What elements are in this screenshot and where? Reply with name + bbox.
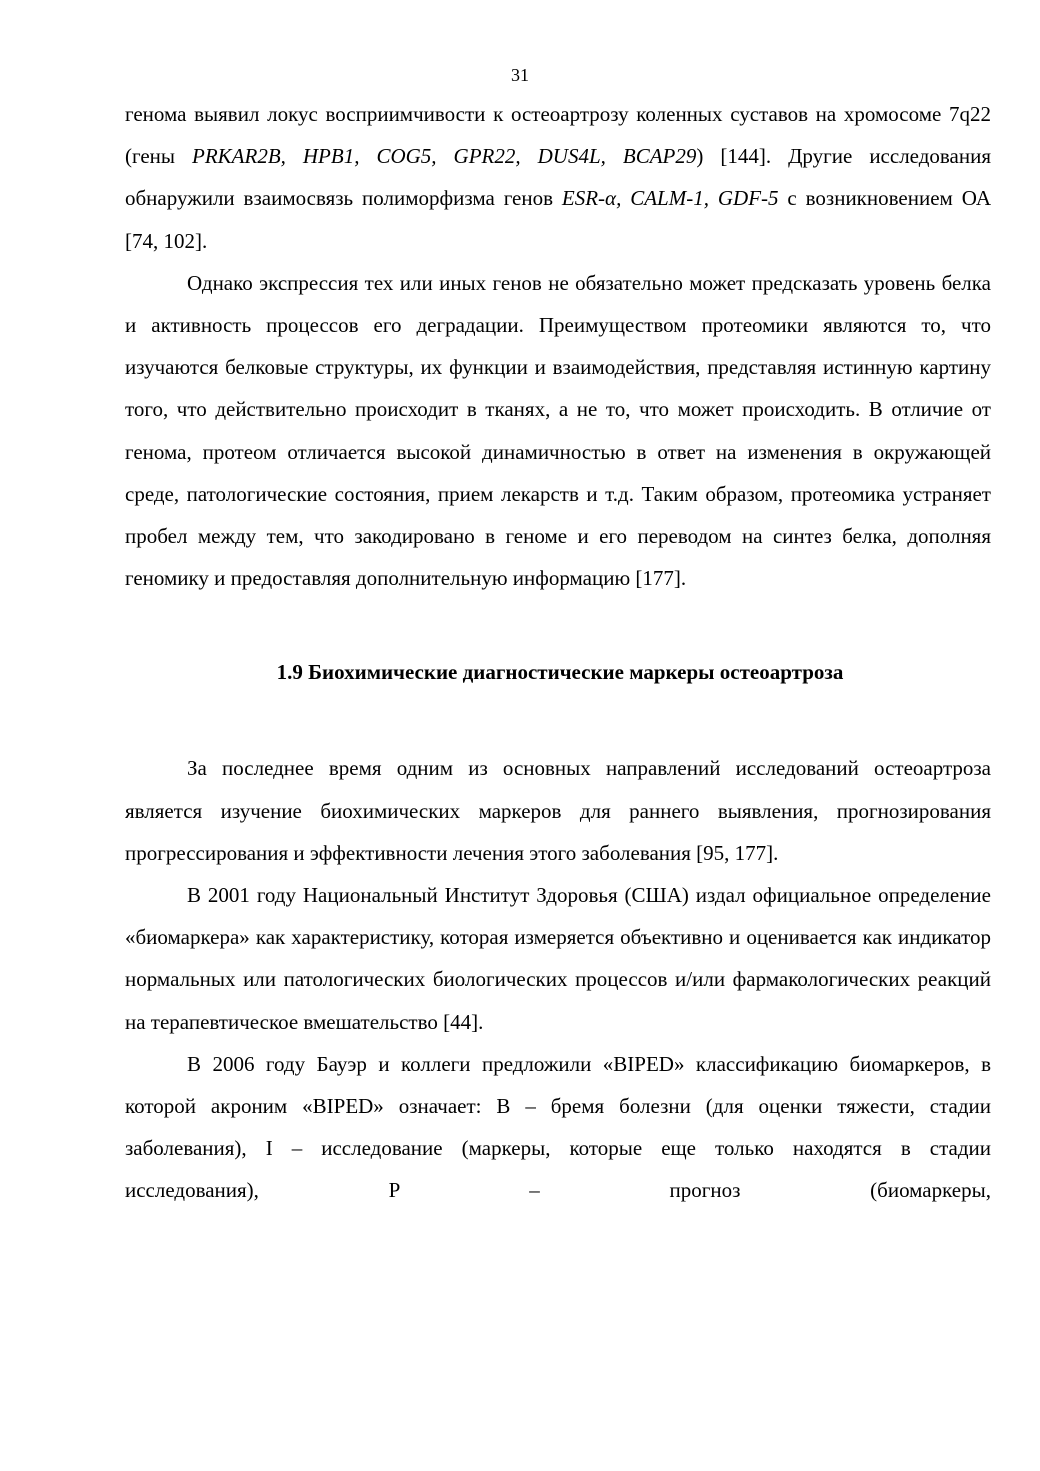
document-body	[125, 93, 991, 1212]
paragraph-nih-definition: В 2001 году Национальный Институт Здоровья (США) издал официальное определение «биомаркера» как характеристику, которая измеряется объективно и оценивается как индикатор нормальных или патологических биологических процессов и/или фармакологических реакций на терапевтическое вмешательство [44].	[125, 883, 991, 1034]
gene-list-italic: PRKAR2B, HPB1, COG5, GPR22, DUS4L, BCAP29	[192, 144, 697, 169]
paragraph-text: с возникновением ОА [74, 102].	[125, 186, 992, 253]
page-number: 31	[511, 65, 529, 85]
paragraph-continued	[125, 93, 991, 262]
paragraph-text: генома выявил локус восприимчивости к остеоартрозу коленных суставов на хромосоме 7q22 (гены	[125, 102, 991, 169]
paragraph-biomarkers-intro: За последнее время одним из основных направлений исследований остеоартроза является изучение биохимических маркеров для раннего выявления, прогнозирования прогрессирования и эффективности лечения этого заболевания [95, 177].	[125, 756, 991, 865]
paragraph-proteomics: Однако экспрессия тех или иных генов не обязательно может предсказать уровень белка и активность процессов его деградации. Преимуществом протеомики являются то, что изучаются белковые структуры, их функции и взаимодействия, представляя истинную картину того, что действительно происходит в тканях, а не то, что может происходить. В отличие от генома, протеом отличается высокой динамичностью в ответ на изменения в окружающей среде, патологические состояния, прием лекарств и т.д. Таким образом, протеомика устраняет пробел между тем, что закодировано в геноме и его переводом на синтез белка, дополняя геномику и предоставляя дополнительную информацию [177].	[125, 270, 991, 591]
section-heading: 1.9 Биохимические диагностические маркеры остеоартроза	[276, 660, 844, 685]
paragraph-biped: В 2006 году Бауэр и коллеги предложили «BIPED» классификацию биомаркеров, в которой акроним «BIPED» означает: B – бремя болезни (для оценки тяжести, стадии заболевания), I – исследование (маркеры, которые еще только находятся в стадии исследования), P – прогноз (биомаркеры,	[125, 1051, 991, 1203]
gene-list-italic: ESR-α, CALM-1, GDF-5	[561, 186, 779, 211]
paragraph-text: ) [144]. Другие исследования обнаружили взаимосвязь полиморфизма генов	[125, 144, 992, 211]
